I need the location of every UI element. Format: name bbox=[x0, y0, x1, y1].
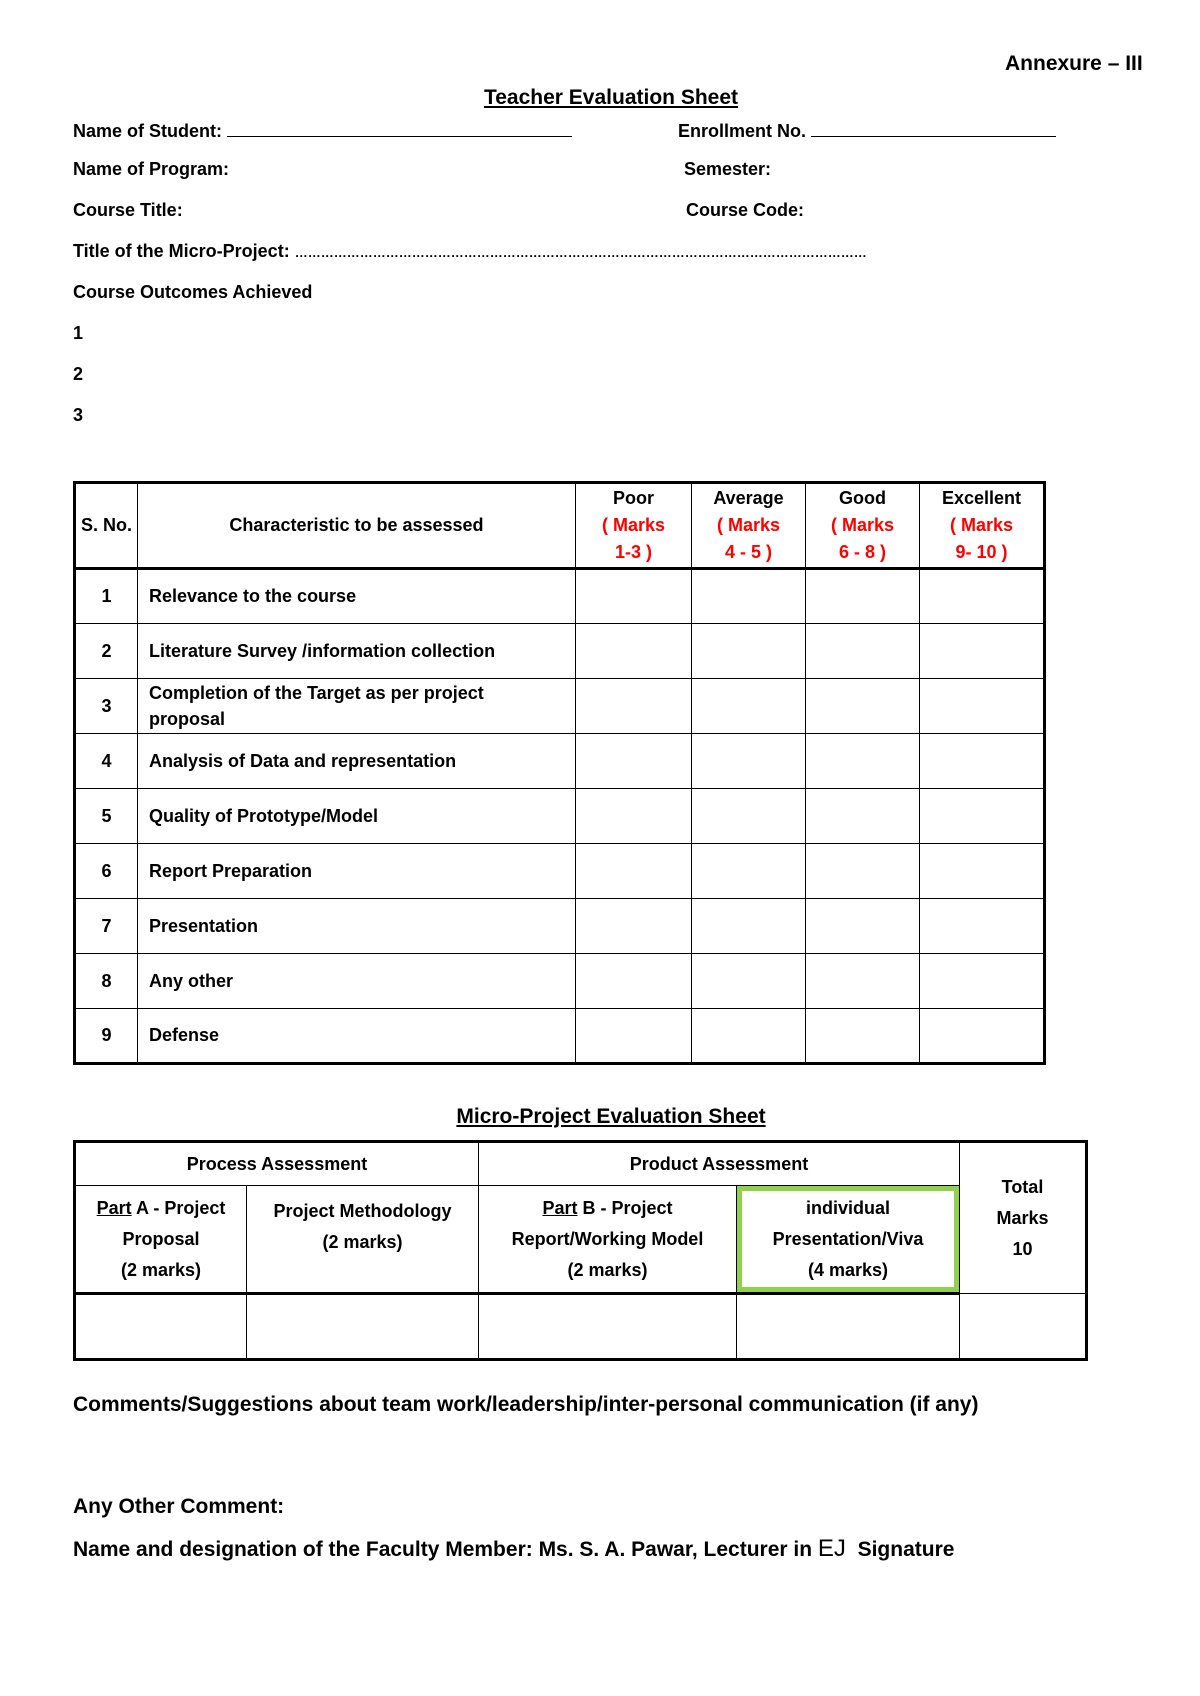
grade-cell-poor[interactable] bbox=[576, 954, 692, 1009]
row-sno: 4 bbox=[75, 734, 138, 789]
grade-cell-good[interactable] bbox=[806, 569, 920, 624]
row-characteristic: Presentation bbox=[138, 899, 576, 954]
grade-cell-average[interactable] bbox=[692, 624, 806, 679]
row-characteristic: Relevance to the course bbox=[138, 569, 576, 624]
row-characteristic: Any other bbox=[138, 954, 576, 1009]
process-assessment-header: Process Assessment bbox=[75, 1142, 479, 1186]
row-sno: 9 bbox=[75, 1009, 138, 1064]
grade-cell-poor[interactable] bbox=[576, 734, 692, 789]
faculty-line bbox=[73, 1535, 954, 1563]
outcome-1: 1 bbox=[73, 323, 84, 343]
sno-header: S. No. bbox=[75, 483, 138, 569]
row-sno: 3 bbox=[75, 679, 138, 734]
department-code: EJ bbox=[817, 1535, 846, 1562]
part-b-header: Part B - Project Report/Working Model (2 marks) bbox=[479, 1186, 737, 1294]
micro-project-title-label: Title of the Micro-Project: bbox=[73, 241, 290, 261]
part-a-marks-cell[interactable] bbox=[75, 1294, 247, 1360]
row-characteristic: Defense bbox=[138, 1009, 576, 1064]
individual-presentation-header: individual Presentation/Viva (4 marks) bbox=[737, 1186, 960, 1294]
micro-project-evaluation-title: Micro-Project Evaluation Sheet bbox=[456, 1105, 766, 1128]
assessment-group-row bbox=[75, 1142, 1087, 1186]
grade-cell-excellent[interactable] bbox=[920, 569, 1045, 624]
grade-cell-poor[interactable] bbox=[576, 844, 692, 899]
grade-cell-average[interactable] bbox=[692, 679, 806, 734]
grade-cell-poor[interactable] bbox=[576, 789, 692, 844]
row-sno: 6 bbox=[75, 844, 138, 899]
grade-header-good: Good ( Marks 6 - 8 ) bbox=[806, 483, 920, 569]
grade-cell-excellent[interactable] bbox=[920, 1009, 1045, 1064]
grade-cell-excellent[interactable] bbox=[920, 679, 1045, 734]
grade-header-excellent: Excellent ( Marks 9- 10 ) bbox=[920, 483, 1045, 569]
table-row bbox=[75, 789, 1045, 844]
grade-cell-excellent[interactable] bbox=[920, 734, 1045, 789]
micro-project-table bbox=[73, 1140, 1088, 1361]
table-row bbox=[75, 569, 1045, 624]
enrollment-no-line[interactable] bbox=[811, 118, 1056, 137]
methodology-header: Project Methodology (2 marks) bbox=[247, 1186, 479, 1294]
outcome-2: 2 bbox=[73, 364, 84, 384]
grade-cell-excellent[interactable] bbox=[920, 899, 1045, 954]
course-code-label: Course Code: bbox=[686, 200, 805, 220]
signature-label: Signature bbox=[857, 1538, 955, 1561]
faculty-name: Name and designation of the Faculty Member: Ms. S. A. Pawar, Lecturer in bbox=[73, 1538, 818, 1561]
name-of-student-line[interactable] bbox=[227, 118, 572, 137]
other-comment-label: Any Other Comment: bbox=[73, 1495, 285, 1518]
name-of-program-label: Name of Program: bbox=[73, 159, 230, 179]
grade-cell-good[interactable] bbox=[806, 624, 920, 679]
grade-cell-good[interactable] bbox=[806, 844, 920, 899]
course-title-label: Course Title: bbox=[73, 200, 183, 220]
row-sno: 8 bbox=[75, 954, 138, 1009]
enrollment-no-label: Enrollment No. bbox=[678, 121, 807, 141]
row-characteristic: Literature Survey /information collection bbox=[138, 624, 576, 679]
grade-cell-poor[interactable] bbox=[576, 899, 692, 954]
grade-header-poor: Poor ( Marks 1-3 ) bbox=[576, 483, 692, 569]
assessment-table bbox=[73, 481, 1046, 1065]
grade-cell-good[interactable] bbox=[806, 789, 920, 844]
table-row bbox=[75, 679, 1045, 734]
marks-entry-row bbox=[75, 1294, 1087, 1360]
grade-cell-excellent[interactable] bbox=[920, 624, 1045, 679]
row-characteristic: Analysis of Data and representation bbox=[138, 734, 576, 789]
annexure-label: Annexure – III bbox=[1005, 52, 1143, 75]
methodology-marks-cell[interactable] bbox=[247, 1294, 479, 1360]
row-characteristic: Completion of the Target as per project proposal bbox=[138, 679, 576, 734]
course-outcomes-label: Course Outcomes Achieved bbox=[73, 282, 313, 302]
total-marks-header: Total Marks 10 bbox=[960, 1142, 1087, 1294]
name-of-student-label: Name of Student: bbox=[73, 121, 223, 141]
grade-cell-average[interactable] bbox=[692, 734, 806, 789]
grade-cell-average[interactable] bbox=[692, 789, 806, 844]
table-row bbox=[75, 844, 1045, 899]
row-sno: 7 bbox=[75, 899, 138, 954]
table-row bbox=[75, 954, 1045, 1009]
part-b-marks-cell[interactable] bbox=[479, 1294, 737, 1360]
grade-cell-excellent[interactable] bbox=[920, 954, 1045, 1009]
table-row bbox=[75, 734, 1045, 789]
product-assessment-header: Product Assessment bbox=[479, 1142, 960, 1186]
grade-cell-excellent[interactable] bbox=[920, 844, 1045, 899]
grade-cell-good[interactable] bbox=[806, 679, 920, 734]
grade-cell-poor[interactable] bbox=[576, 624, 692, 679]
grade-cell-average[interactable] bbox=[692, 844, 806, 899]
row-characteristic: Quality of Prototype/Model bbox=[138, 789, 576, 844]
team-comments-label: Comments/Suggestions about team work/leadership/inter-personal communication (if any) bbox=[73, 1393, 979, 1416]
grade-cell-average[interactable] bbox=[692, 569, 806, 624]
grade-cell-excellent[interactable] bbox=[920, 789, 1045, 844]
grade-cell-poor[interactable] bbox=[576, 679, 692, 734]
enrollment-no-field bbox=[678, 118, 1056, 142]
grade-cell-good[interactable] bbox=[806, 734, 920, 789]
micro-project-title-field bbox=[73, 241, 867, 262]
characteristic-header: Characteristic to be assessed bbox=[138, 483, 576, 569]
row-sno: 2 bbox=[75, 624, 138, 679]
individual-marks-cell[interactable] bbox=[737, 1294, 960, 1360]
total-marks-cell[interactable] bbox=[960, 1294, 1087, 1360]
grade-header-average: Average ( Marks 4 - 5 ) bbox=[692, 483, 806, 569]
semester-label: Semester: bbox=[684, 159, 772, 179]
grade-cell-good[interactable] bbox=[806, 899, 920, 954]
micro-project-title-dots[interactable]: …………………………………………………………………………………………………………………… bbox=[294, 245, 867, 260]
outcome-3: 3 bbox=[73, 405, 84, 425]
assessment-header-row bbox=[75, 483, 1045, 569]
name-of-student-field bbox=[73, 118, 572, 142]
grade-cell-average[interactable] bbox=[692, 899, 806, 954]
part-a-header: Part A - Project Proposal (2 marks) bbox=[75, 1186, 247, 1294]
table-row bbox=[75, 1009, 1045, 1064]
teacher-evaluation-title: Teacher Evaluation Sheet bbox=[483, 86, 739, 109]
grade-cell-average[interactable] bbox=[692, 954, 806, 1009]
grade-cell-average[interactable] bbox=[692, 1009, 806, 1064]
grade-cell-good[interactable] bbox=[806, 1009, 920, 1064]
table-row bbox=[75, 899, 1045, 954]
row-characteristic: Report Preparation bbox=[138, 844, 576, 899]
grade-cell-poor[interactable] bbox=[576, 569, 692, 624]
table-row bbox=[75, 624, 1045, 679]
assessment-parts-row bbox=[75, 1186, 1087, 1294]
row-sno: 1 bbox=[75, 569, 138, 624]
row-sno: 5 bbox=[75, 789, 138, 844]
grade-cell-good[interactable] bbox=[806, 954, 920, 1009]
grade-cell-poor[interactable] bbox=[576, 1009, 692, 1064]
